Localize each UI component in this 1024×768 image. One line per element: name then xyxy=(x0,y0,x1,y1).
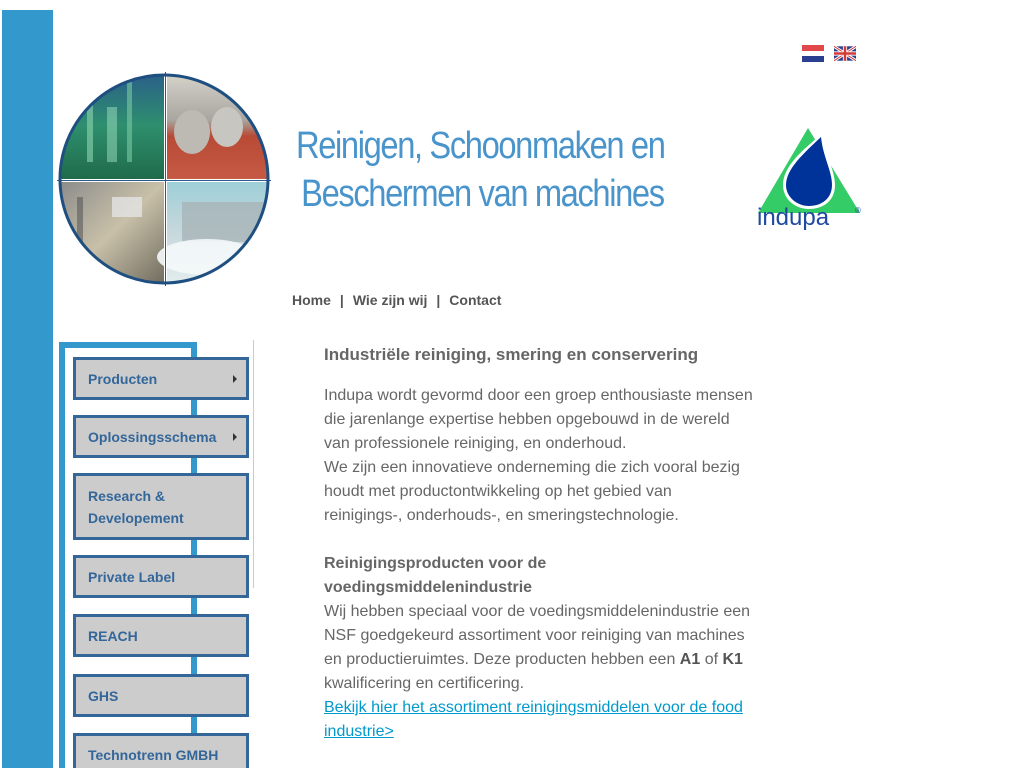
sidebar-item-private-label[interactable] xyxy=(73,555,249,598)
a1-qualification: A1 xyxy=(679,651,701,668)
left-accent-bar xyxy=(2,10,53,768)
nav-separator: | xyxy=(339,292,344,308)
logo-registered-mark: ® xyxy=(855,206,861,215)
top-navigation xyxy=(292,292,501,308)
sidebar-item-label xyxy=(88,485,184,529)
indupa-logo[interactable] xyxy=(755,125,867,230)
logo-text: indupa xyxy=(757,204,830,230)
nav-contact[interactable]: Contact xyxy=(449,292,502,308)
sidebar-item-ghs[interactable] xyxy=(73,674,249,717)
section-text: Wij hebben speciaal voor de voedingsmiddelenindustrie een NSF goedgekeurd assortiment voor reiniging van machines en productieruimtes. Deze producten hebben een xyxy=(324,603,751,668)
nav-wie-zijn-wij[interactable]: Wie zijn wij xyxy=(352,292,428,308)
flag-nl-icon[interactable] xyxy=(802,45,824,62)
photo-machinery xyxy=(57,182,164,286)
section-paragraph xyxy=(324,600,754,696)
sidebar-item-research-development[interactable] xyxy=(73,473,249,540)
food-industry-products-link[interactable]: Bekijk hier het assortiment reinigingsmiddelen voor de food industrie> xyxy=(324,699,743,740)
submenu-arrow-icon xyxy=(233,433,237,441)
sidebar-item-label: Technotrenn GMBH xyxy=(88,746,219,763)
sidebar-item-label-line-2: Developement xyxy=(88,509,184,526)
nav-home[interactable]: Home xyxy=(292,292,331,308)
sidebar-item-label: GHS xyxy=(88,687,119,704)
sidebar-item-label-line-1: Research & xyxy=(88,487,166,504)
intro-paragraph-2: We zijn een innovatieve onderneming die zich vooral bezig houdt met productontwikkeling op het gebied van reinigings-, onderhouds-, en smeringstechnologie. xyxy=(324,459,740,524)
sidebar-item-producten[interactable] xyxy=(73,357,249,400)
flag-uk-icon[interactable] xyxy=(834,45,856,62)
headline-line-1: Reinigen, Schoonmaken en xyxy=(296,125,665,167)
sidebar-item-oplossingsschema[interactable] xyxy=(73,415,249,458)
headline-line-2: Beschermen van machines xyxy=(301,173,664,215)
site-headline xyxy=(296,122,665,218)
section-text: kwalificering en certificering. xyxy=(324,675,525,692)
k1-qualification: K1 xyxy=(722,651,743,668)
section-text: of xyxy=(700,651,723,668)
language-switcher xyxy=(802,45,856,62)
sidebar-item-label: Oplossingsschema xyxy=(88,428,217,445)
nav-separator: | xyxy=(436,292,441,308)
main-content xyxy=(324,343,754,744)
sidebar-item-label: REACH xyxy=(88,627,138,644)
sidebar-item-technotrenn[interactable] xyxy=(73,733,249,768)
page-title: Industriële reiniging, smering en conservering xyxy=(324,345,699,364)
sidebar-item-label: Private Label xyxy=(88,568,176,585)
header-photo-collage xyxy=(57,72,271,286)
intro-paragraph-1: Indupa wordt gevormd door een groep enthousiaste mensen die jarenlange expertise hebben opgebouwd in de wereld van professionele reiniging, en onderhoud. xyxy=(324,387,753,452)
section-heading: Reinigingsproducten voor de voedingsmiddelenindustrie xyxy=(324,555,547,596)
sidebar-item-label: Producten xyxy=(88,370,158,387)
sidebar-item-reach[interactable] xyxy=(73,614,249,657)
sidebar-divider xyxy=(253,340,254,588)
submenu-arrow-icon xyxy=(233,375,237,383)
